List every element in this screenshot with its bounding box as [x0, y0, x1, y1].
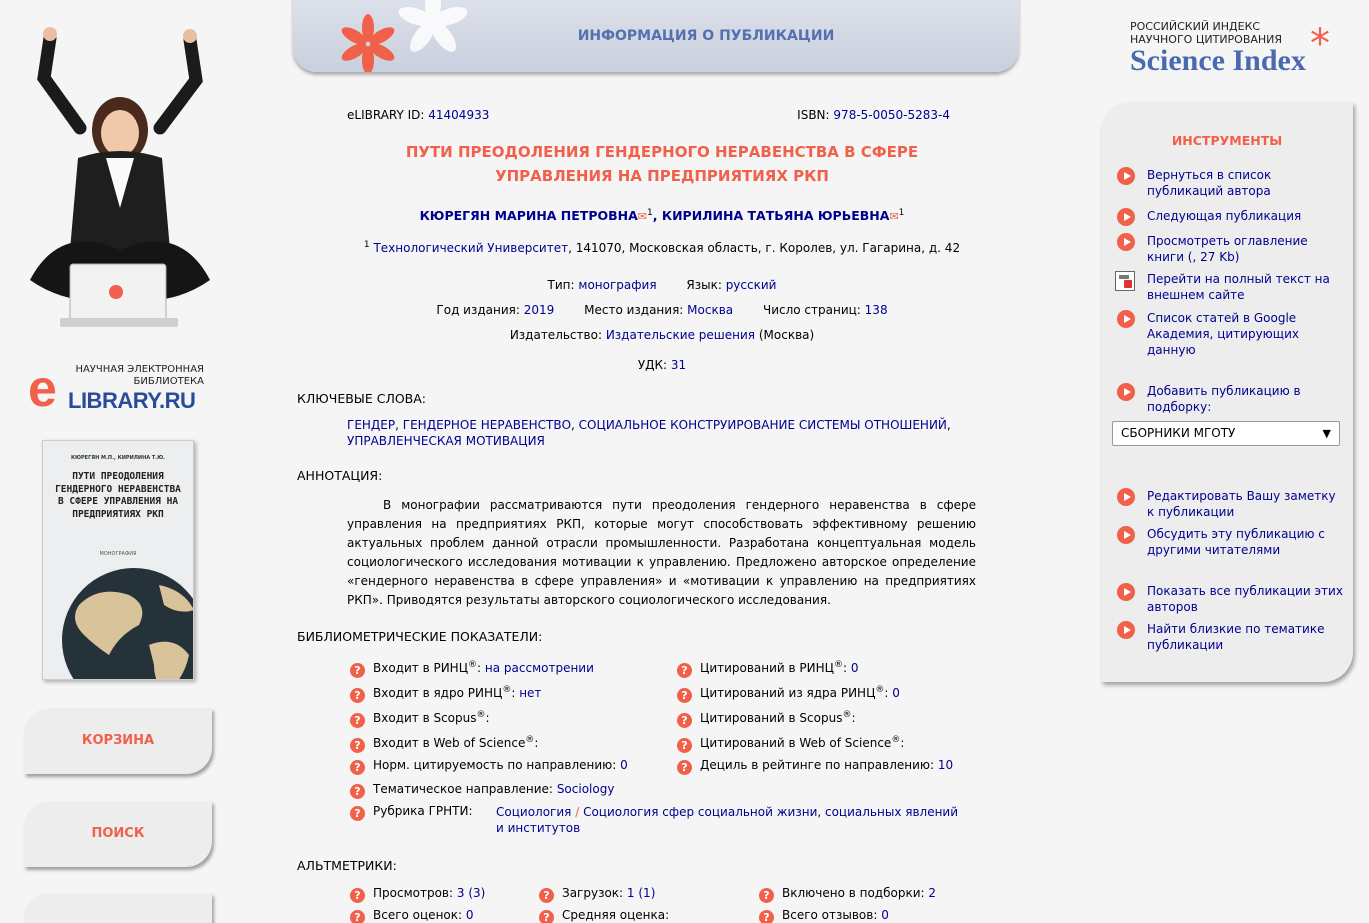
- abstract-text: В монографии рассматриваются пути преодоления гендерного неравенства в сфере управления на предприятиях РКП, которые могут способствовать эффективному решению актуальных проблем данной отрасли промышленности. Разработана концептуальная модель социологического исследования мотивации к управлению. Предложено авторское определение «гендерного неравенства в сфере управления» и «мотивации к управлению на предприятиях РКП». Приводятся результаты авторского социологического исследования.: [347, 498, 976, 607]
- help-icon[interactable]: ?: [759, 910, 774, 923]
- meta-publisher: Издательство: Издательские решения (Москва): [509, 328, 815, 342]
- biblio-core: ? Входит в ядро РИНЦ®: нет: [350, 685, 541, 703]
- globe-illustration: [59, 565, 194, 680]
- keyword-link[interactable]: ГЕНДЕРНОЕ НЕРАВЕНСТВО: [402, 418, 572, 432]
- pdf-icon: [1115, 271, 1135, 291]
- hero-illustration: [20, 18, 220, 338]
- meta-udk: УДК: 31: [637, 358, 687, 372]
- help-icon[interactable]: ?: [350, 738, 365, 753]
- nav-button-partial[interactable]: [24, 893, 212, 923]
- tool-fulltext[interactable]: Перейти на полный текст на внешнем сайте: [1117, 271, 1343, 303]
- biblio-wos: ? Входит в Web of Science®:: [350, 735, 538, 753]
- alt-collections: ? Включено в подборки: 2: [759, 886, 936, 903]
- grnti-links: Социология / Социология сфер социальной жизни, социальных явлений и институтов: [496, 805, 959, 835]
- envelope-icon[interactable]: ✉: [889, 210, 899, 224]
- book-cover-authors: КЮРЕГЯН М.П., КИРИЛИНА Т.Ю.: [71, 455, 165, 461]
- page-title: ИНФОРМАЦИЯ О ПУБЛИКАЦИИ: [577, 28, 835, 44]
- help-icon[interactable]: ?: [677, 760, 692, 775]
- alt-reviews: ? Всего отзывов: 0: [759, 908, 889, 923]
- asterisk-icon: *: [1310, 21, 1330, 67]
- biblio-cit-rinc: ? Цитирований в РИНЦ®: 0: [677, 660, 859, 678]
- biblio-cit-core: ? Цитирований из ядра РИНЦ®: 0: [677, 685, 900, 703]
- biblio-decile: ? Дециль в рейтинге по направлению: 10: [677, 758, 953, 775]
- publication-title: ПУТИ ПРЕОДОЛЕНИЯ ГЕНДЕРНОГО НЕРАВЕНСТВА В СФЕРЕ УПРАВЛЕНИЯ НА ПРЕДПРИЯТИЯХ РКП: [405, 143, 919, 185]
- affiliation-link[interactable]: Технологический Университет: [373, 241, 569, 255]
- help-icon[interactable]: ?: [677, 713, 692, 728]
- tool-all-by-authors[interactable]: Показать все публикации этих авторов: [1117, 583, 1343, 615]
- play-icon: [1117, 621, 1135, 639]
- elibrary-logo[interactable]: [28, 362, 208, 416]
- keywords-list: ГЕНДЕР, ГЕНДЕРНОЕ НЕРАВЕНСТВО, СОЦИАЛЬНОЕ КОНСТРУИРОВАНИЕ СИСТЕМЫ ОТНОШЕНИЙ, УПРАВЛЕНЧЕСКАЯ МОТИВАЦИЯ: [347, 418, 951, 448]
- help-icon[interactable]: ?: [350, 888, 365, 903]
- help-icon[interactable]: ?: [350, 688, 365, 703]
- help-icon[interactable]: ?: [350, 806, 365, 821]
- id-row: eLIBRARY ID: 41404933 ISBN: 978-5-0050-5283-4: [347, 108, 950, 122]
- collection-select[interactable]: СБОРНИКИ МГОТУ ▼: [1112, 421, 1340, 446]
- book-cover-subtitle: МОНОГРАФИЯ: [99, 551, 137, 557]
- tool-discuss[interactable]: Обсудить эту публикацию с другими читателями: [1117, 526, 1343, 558]
- play-icon: [1117, 383, 1135, 401]
- tool-toc[interactable]: Просмотреть оглавление книги (, 27 Kb): [1117, 233, 1343, 265]
- keywords-heading: КЛЮЧЕВЫЕ СЛОВА:: [297, 391, 427, 406]
- book-cover-title: ПУТИ ПРЕОДОЛЕНИЯ ГЕНДЕРНОГО НЕРАВЕНСТВА В СФЕРЕ УПРАВЛЕНИЯ НА ПРЕДПРИЯТИЯХ РКП: [55, 471, 181, 520]
- keyword-link[interactable]: СОЦИАЛЬНОЕ КОНСТРУИРОВАНИЕ СИСТЕМЫ ОТНОШЕНИЙ: [578, 418, 947, 432]
- help-icon[interactable]: ?: [539, 910, 554, 923]
- altmetrics-heading: АЛЬТМЕТРИКИ:: [297, 858, 397, 873]
- envelope-icon[interactable]: ✉: [637, 210, 648, 224]
- alt-downloads: ? Загрузок: 1 (1): [539, 886, 655, 903]
- elibrary-logo-e: e: [28, 360, 57, 418]
- science-index-name: Science Index: [1130, 44, 1306, 77]
- alt-avg: ? Средняя оценка:: [539, 908, 669, 923]
- book-cover[interactable]: [42, 440, 194, 680]
- publisher-link[interactable]: Издательские решения: [605, 328, 756, 342]
- abstract-heading: АННОТАЦИЯ:: [297, 468, 383, 483]
- tool-next-publication[interactable]: Следующая публикация: [1117, 208, 1343, 224]
- tool-back-to-author[interactable]: Вернуться в список публикаций автора: [1117, 167, 1343, 199]
- play-icon: [1117, 167, 1135, 185]
- search-button[interactable]: ПОИСК: [24, 801, 212, 867]
- play-icon: [1117, 488, 1135, 506]
- tools-panel: [1101, 102, 1353, 682]
- play-icon: [1117, 233, 1135, 251]
- help-icon[interactable]: ?: [677, 663, 692, 678]
- meta-year-place-pages: Год издания: 2019 Место издания: Москва Число страниц: 138: [436, 303, 888, 317]
- alt-views: ? Просмотров: 3 (3): [350, 886, 485, 903]
- elibrary-caption: НАУЧНАЯ ЭЛЕКТРОННАЯ БИБЛИОТЕКА: [75, 364, 204, 387]
- help-icon[interactable]: ?: [677, 688, 692, 703]
- tools-title: ИНСТРУМЕНТЫ: [1171, 133, 1283, 148]
- biblio-norm: ? Норм. цитируемость по направлению: 0: [350, 758, 628, 775]
- elibrary-logo-name: LIBRARY.RU: [68, 388, 196, 413]
- biblio-heading: БИБЛИОМЕТРИЧЕСКИЕ ПОКАЗАТЕЛИ:: [297, 629, 543, 644]
- isbn-value: 978-5-0050-5283-4: [833, 108, 950, 122]
- authors-line: КЮРЕГЯН МАРИНА ПЕТРОВНА✉$^1$, КИРИЛИНА ТАТЬЯНА ЮРЬЕВНА✉$^1$: [419, 208, 905, 224]
- dropdown-arrow-icon: ▼: [1322, 427, 1331, 440]
- science-index-logo[interactable]: РОССИЙСКИЙ ИНДЕКС НАУЧНОГО ЦИТИРОВАНИЯ Science Index *: [1130, 20, 1340, 82]
- help-icon[interactable]: ?: [350, 760, 365, 775]
- help-icon[interactable]: ?: [350, 784, 365, 799]
- help-icon[interactable]: ?: [350, 910, 365, 923]
- help-icon[interactable]: ?: [677, 738, 692, 753]
- affiliation: $^1$ Технологический Университет, 141070, Московская область, г. Королев, ул. Гагарина, д. 42: [363, 240, 961, 255]
- play-icon: [1117, 583, 1135, 601]
- help-icon[interactable]: ?: [350, 713, 365, 728]
- page-header: [293, 0, 1019, 72]
- keyword-link[interactable]: УПРАВЛЕНЧЕСКАЯ МОТИВАЦИЯ: [347, 434, 545, 448]
- tool-add-to-collection[interactable]: Добавить публикацию в подборку:: [1117, 383, 1343, 415]
- biblio-topic: ? Тематическое направление: Sociology: [350, 782, 614, 799]
- help-icon[interactable]: ?: [759, 888, 774, 903]
- tool-google-scholar[interactable]: Список статей в Google Академия, цитирующих данную: [1117, 310, 1343, 358]
- elibrary-id-link[interactable]: 41404933: [428, 108, 490, 122]
- play-icon: [1117, 310, 1135, 328]
- biblio-scopus: ? Входит в Scopus®:: [350, 710, 490, 728]
- biblio-cit-scopus: ? Цитирований в Scopus®:: [677, 710, 856, 728]
- cart-button[interactable]: КОРЗИНА: [24, 708, 212, 774]
- help-icon[interactable]: ?: [539, 888, 554, 903]
- meta-type-lang: Тип: монография Язык: русский: [547, 278, 777, 292]
- biblio-grnti: ? Рубрика ГРНТИ:: [350, 804, 473, 821]
- biblio-cit-wos: ? Цитирований в Web of Science®:: [677, 735, 904, 753]
- author-link[interactable]: КИРИЛИНА ТАТЬЯНА ЮРЬЕВНА: [661, 208, 890, 224]
- play-icon: [1117, 526, 1135, 544]
- play-icon: [1117, 208, 1135, 226]
- author-link[interactable]: КЮРЕГЯН МАРИНА ПЕТРОВНА: [419, 208, 638, 224]
- tool-similar[interactable]: Найти близкие по тематике публикации: [1117, 621, 1343, 653]
- help-icon[interactable]: ?: [350, 663, 365, 678]
- biblio-rinc: ? Входит в РИНЦ®: на рассмотрении: [350, 660, 594, 678]
- tool-edit-note[interactable]: Редактировать Вашу заметку к публикации: [1117, 488, 1343, 520]
- alt-ratings: ? Всего оценок: 0: [350, 908, 474, 923]
- keyword-link[interactable]: ГЕНДЕР: [347, 418, 396, 432]
